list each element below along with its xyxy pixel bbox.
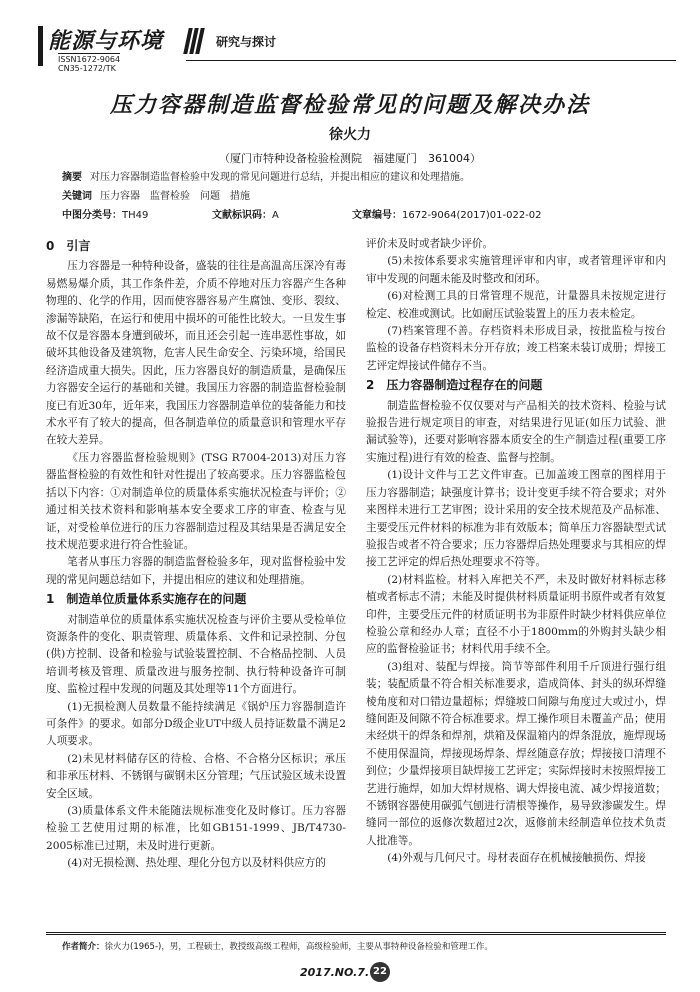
issn-number: ISSN1672-9064 xyxy=(58,55,121,64)
journal-header xyxy=(38,22,678,74)
paragraph: (3)质量体系文件未能随法规标准变化及时修订。压力容器检验工艺使用过期的标准，比如GB151-1999、JB/T4730-2005标准已过期，未及时进行更新。 xyxy=(46,805,346,852)
paragraph: (7)档案管理不善。存档资料未形成目录，按批监检与按台监检的设备存档资料未分开存放；竣工档案未装订成册；焊接工艺评定焊接试件储存不当。 xyxy=(366,325,666,372)
doc-code-value: A xyxy=(272,210,279,221)
left-column xyxy=(46,236,346,873)
abstract-label: 摘要 xyxy=(62,172,82,183)
paragraph: (3)组对、装配与焊接。筒节等部件利用千斤顶进行强行组装；装配质量不符合相关标准要求，造成筒体、封头的纵环焊缝棱角度和对口错边量超标；焊缝坡口间隙与角度过大或过小，焊缝间距及间隙不符合标准要求。焊工操作项目未覆盖产品；使用未经烘干的焊条和焊剂，烘箱及保温箱内的焊条混放，施焊现场不使用保温筒，焊接现场焊条、焊丝随意存放；焊接接口清理不到位；少量焊接项目缺焊接工艺评定；实际焊接时未按照焊接工艺进行施焊，如加大焊材规格、调大焊接电流、减少焊接道数；不锈钢容器使用碳弧气刨进行清根等操作，易导致渗碳发生。焊缝同一部位的返修次数超过2次，返修前未经制造单位技术负责人批准等。 xyxy=(366,660,666,847)
cn-number: CN35-1272/TK xyxy=(58,64,116,73)
paragraph: 压力容器是一种特种设备，盛装的往往是高温高压深冷有毒易燃易爆介质，其工作条件差，介质不停地对压力容器产生各种物理的、化学的作用，因而使容器容易产生腐蚀、变形、裂纹、渗漏等缺陷，在运行和使用中损坏的可能性比较大。一旦发生事故不仅是容器本身遭到破坏，而且还会引起一连串恶性事故，如破坏其他设备及建筑物，危害人民生命安全、污染环境，给国民经济造成重大损失。因此，压力容器良好的制造质量，是确保压力容器安全运行的基础和关键。我国压力容器的制造监督检验制度已有近30年，近年来，我国压力容器制造单位的装备能力和技术水平有了较大的提高，但各制造单位的质量意识和管理水平存在较大差异。 xyxy=(46,260,346,447)
paragraph: (2)材料监检。材料入库把关不严，未及时做好材料标志移植或者标志不清；未能及时提供材料质量证明书原件或者有效复印件，主要受压元件的材质证明书为非原件时缺少材料供应单位检验公章和经办人章；直径不小于1800mm的外购封头缺少相应的监督检验证书；材料代用手续不全。 xyxy=(366,573,666,656)
logo-bar xyxy=(38,26,43,66)
paragraph: (1)设计文件与工艺文件审查。已加盖竣工图章的图样用于压力容器制造；缺强度计算书；设计变更手续不符合要求；对外来图样未进行工艺审图；设计采用的安全技术规范及产品标准、主要受压元件材料的标准为非有效版本；简单压力容器缺型式试验报告或者不符合要求；压力容器焊后热处理要求与其相应的焊接工艺评定的焊后热处理要求不符等。 xyxy=(366,469,666,569)
journal-logo: 能源与环境 xyxy=(48,28,164,54)
right-column xyxy=(366,236,666,868)
footer-rule xyxy=(46,932,666,933)
keywords xyxy=(62,189,652,205)
section-heading-1: 1 制造单位质量体系实施存在的问题 xyxy=(46,592,247,607)
paragraph: 《压力容器监督检验规则》(TSG R7004-2013)对压力容器监督检验的有效性和针对性提出了较高要求。压力容器监检包括以下内容：①对制造单位的质量体系实施状况检查与评价；②通过相关技术资料和影响基本安全要求工序的审查、检查与见证，对受检单位进行的压力容器制造过程及其结果是否满足安全技术规范要求进行符合性验证。 xyxy=(46,451,346,551)
classification-line xyxy=(62,208,652,224)
issue-number: 2017.NO.7. xyxy=(300,966,370,979)
footer-rule-secondary xyxy=(46,934,666,935)
abstract xyxy=(62,170,652,186)
article-no-value: 1672-9064(2017)01-022-02 xyxy=(402,210,542,221)
paragraph: 评价未及时或者缺少评价。 xyxy=(366,238,494,250)
author-footnote xyxy=(62,940,672,952)
paragraph: (1)无损检测人员数量不能持续满足《锅炉压力容器制造许可条件》的要求。如部分D级企业UT中级人员持证数量不满足2人项要求。 xyxy=(46,700,346,748)
paragraph: 对制造单位的质量体系实施状况检查与评价主要从受检单位资源条件的变化、职责管理、质量体系、文件和记录控制、分包(供)方控制、设备和检验与试验装置控制、不合格品控制、人员培训考核及管理、质量改进与服务控制、执行特种设备许可制度、监检过程中发现的问题及其处理等11个方面进行。 xyxy=(46,613,346,696)
section-bars-icon xyxy=(186,28,204,58)
article-author: 徐火力 xyxy=(329,127,371,143)
journal-issn xyxy=(58,53,120,73)
footnote-text: 徐火力(1965-)，男，工程硕士，教授级高级工程师，高级检验师，主要从事特种设备检验和管理工作。 xyxy=(104,942,493,952)
paragraph: (4)外观与几何尺寸。母材表面存在机械接触损伤、焊接 xyxy=(387,852,646,865)
article-no-label: 文章编号： xyxy=(352,210,402,221)
section-label: 研究与探讨 xyxy=(216,35,277,49)
article-title: 压力容器制造监督检验常见的问题及解决办法 xyxy=(109,93,590,118)
section-heading-intro: 0 引言 xyxy=(46,239,91,253)
paragraph: 制造监督检验不仅仅要对与产品相关的技术资料、检验与试验报告进行规定项目的审查，对结果进行见证(如压力试验、泄漏试验等)，还要对影响容器本质安全的生产制造过程(重要工序实施过程)进行有效的检查、监督与控制。 xyxy=(366,399,666,464)
abstract-text: 对压力容器制造监督检验中发现的常见问题进行总结，并提出相应的建议和处理措施。 xyxy=(90,172,470,183)
keywords-label: 关键词 xyxy=(62,191,92,202)
page-number-badge: 22 xyxy=(370,962,390,982)
paragraph: (2)未见材料储存区的待检、合格、不合格分区标识；承压和非承压材料、不锈钢与碳钢未区分管理；气压试验区域未设置安全区域。 xyxy=(46,752,346,800)
paragraph: (5)未按体系要求实施管理评审和内审，或者管理评审和内审中发现的问题未能及时整改和闭环。 xyxy=(366,255,666,285)
clc-label: 中图分类号： xyxy=(62,210,122,221)
paragraph: (6)对检测工具的日常管理不规范，计量器具未按规定进行检定、校准或测试。比如耐压试验装置上的压力表未检定。 xyxy=(366,290,666,320)
paragraph: (4)对无损检测、热处理、理化分包方以及材料供应方的 xyxy=(67,857,326,870)
header-rule xyxy=(186,60,676,61)
doc-code-label: 文献标识码： xyxy=(212,210,272,221)
footnote-label: 作者简介： xyxy=(62,942,105,952)
keywords-text: 压力容器 监督检验 问题 措施 xyxy=(100,191,250,202)
section-heading-2: 2 压力容器制造过程存在的问题 xyxy=(366,378,543,393)
article-affiliation: （厦门市特种设备检验检测院 福建厦门 361004） xyxy=(219,152,481,165)
clc-value: TH49 xyxy=(122,210,149,221)
paragraph: 笔者从事压力容器的制造监督检验多年，现对监督检验中发现的常见问题总结如下，并提出相应的建议和处理措施。 xyxy=(46,556,346,586)
